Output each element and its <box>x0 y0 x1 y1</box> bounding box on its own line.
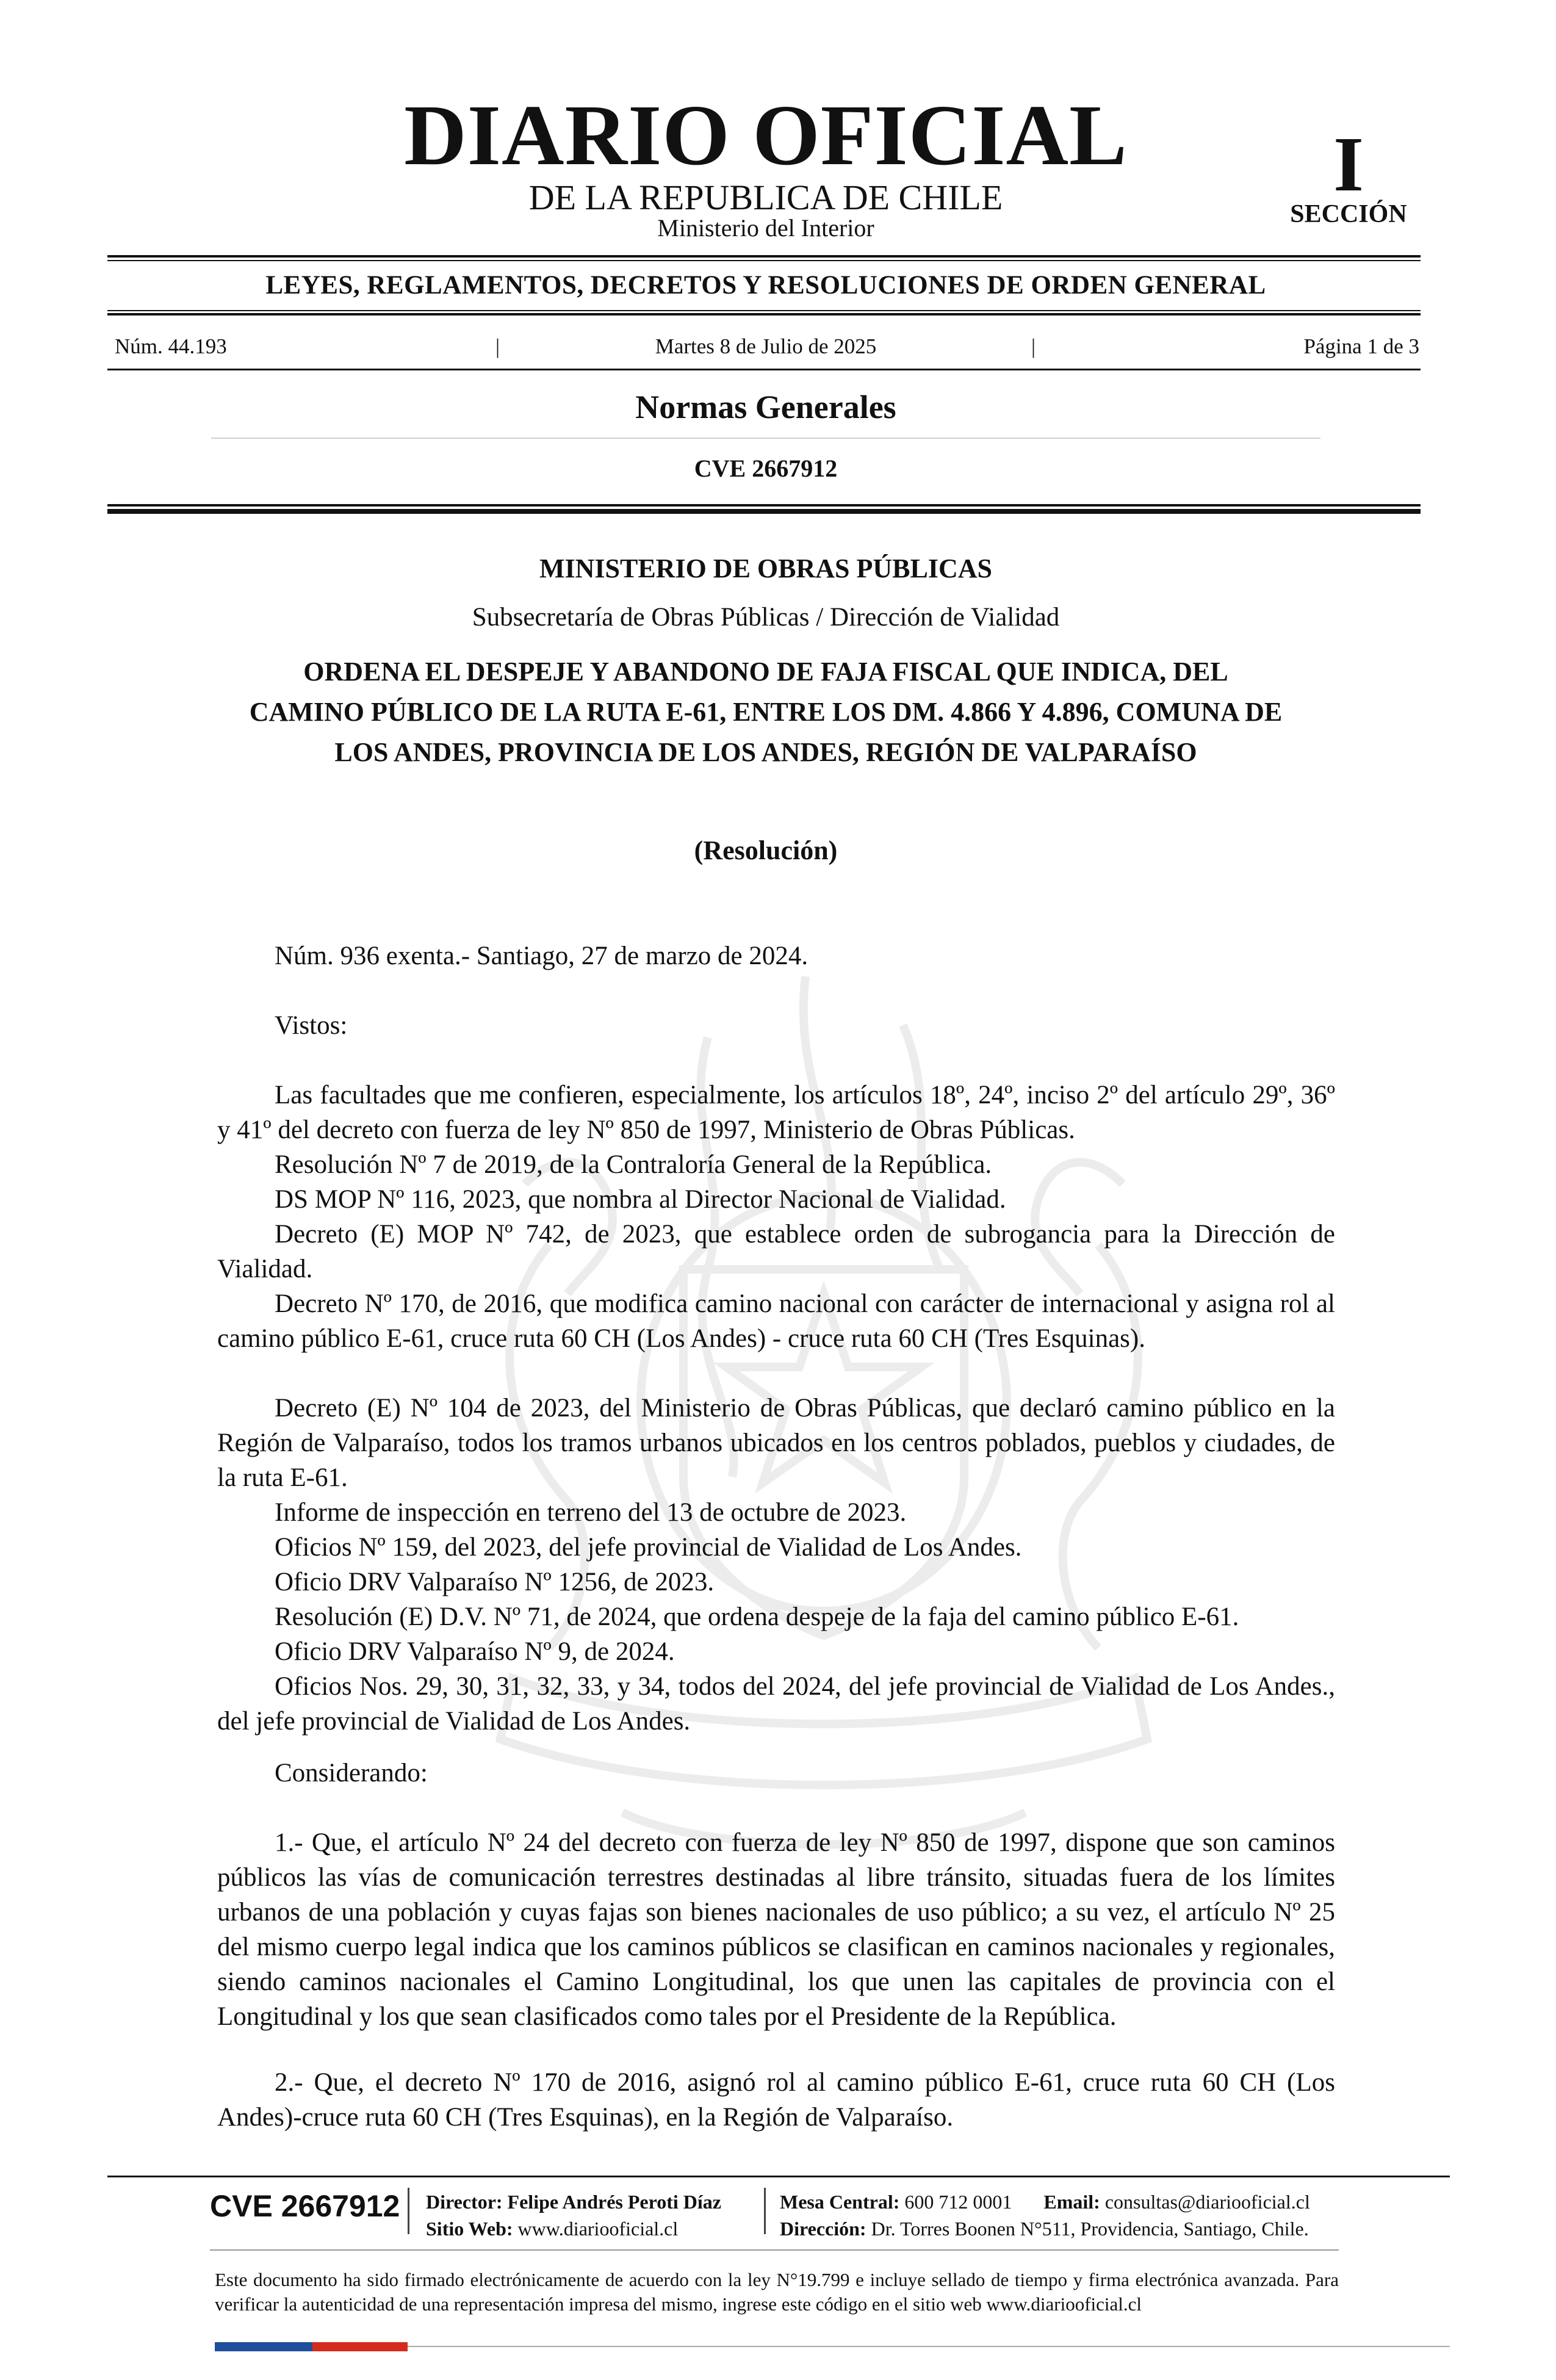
vistos-item: Decreto Nº 170, de 2016, que modifica camino nacional con carácter de internacional y asigna rol al camino público E-61, cruce ruta 60 CH (Los Andes) - cruce ruta 60 CH (Tres Esquinas). <box>217 1289 1335 1353</box>
ministry-name: MINISTERIO DE OBRAS PÚBLICAS <box>539 554 993 583</box>
section-label: SECCIÓN <box>1290 200 1407 228</box>
issue-separator: | <box>1031 334 1036 358</box>
vistos-item: Oficios Nº 159, del 2023, del jefe provincial de Vialidad de Los Andes. <box>275 1533 1022 1562</box>
footer-rule <box>107 2176 1450 2177</box>
footer-contact <box>780 2192 1310 2212</box>
footer-phone: 600 712 0001 <box>904 2191 1012 2213</box>
footer-phone-label: Mesa Central: <box>780 2191 900 2213</box>
footer-divider <box>408 2188 409 2234</box>
footer-director <box>426 2192 721 2212</box>
masthead-rule-top-thin <box>107 260 1421 261</box>
considerando-item: 2.- Que, el decreto Nº 170 de 2016, asignó rol al camino público E-61, cruce ruta 60 CH (Los Andes)-cruce ruta 60 CH (Tres Esquinas), en la Región de Valparaíso. <box>217 2068 1335 2132</box>
footer-website-link[interactable]: www.diariooficial.cl <box>517 2218 679 2240</box>
footer-address-text: Dr. Torres Boonen N°511, Providencia, Santiago, Chile. <box>871 2218 1309 2240</box>
vistos-item: DS MOP Nº 116, 2023, que nombra al Director Nacional de Vialidad. <box>275 1185 1006 1214</box>
footer-email-link[interactable]: consultas@diariooficial.cl <box>1104 2191 1310 2213</box>
masthead-subtitle: DE LA REPUBLICA DE CHILE <box>528 178 1003 217</box>
document-title <box>153 652 1379 773</box>
issue-date: Martes 8 de Julio de 2025 <box>655 334 877 358</box>
footer-divider-horizontal <box>210 2249 1339 2251</box>
vistos-item: Resolución (E) D.V. Nº 71, de 2024, que ordena despeje de la faja del camino público E-61. <box>275 1603 1239 1631</box>
vistos-item: Decreto (E) MOP Nº 742, de 2023, que establece orden de subrogancia para la Dirección de Vialidad. <box>217 1220 1335 1283</box>
footer-director-name: Felipe Andrés Peroti Díaz <box>507 2191 721 2213</box>
section-numeral: I <box>1333 121 1364 207</box>
issue-page: Página 1 de 3 <box>1303 334 1419 358</box>
issue-number: Núm. 44.193 <box>115 334 227 358</box>
footer-website-label: Sitio Web: <box>426 2218 513 2240</box>
vistos-item: Oficio DRV Valparaíso Nº 9, de 2024. <box>275 1637 675 1666</box>
footer-cve: CVE 2667912 <box>210 2189 400 2223</box>
vistos-item: Oficio DRV Valparaíso Nº 1256, de 2023. <box>275 1568 715 1596</box>
band-rule-bottom-thin <box>107 310 1421 311</box>
cve-rule <box>107 504 1421 507</box>
vistos-item: Informe de inspección en terreno del 13 de octubre de 2023. <box>275 1498 907 1527</box>
vistos-label: Vistos: <box>275 1011 348 1040</box>
footer-note: Este documento ha sido firmado electrónicamente de acuerdo con la ley N°19.799 e incluye sellado de tiempo y firma electrónica avanzada. Para verificar la autenticidad de una representación impresa del mismo, ingrese este código en el sitio web www.diariooficial.cl <box>215 2269 1339 2315</box>
masthead-ministry: Ministerio del Interior <box>657 214 874 242</box>
subsecretaria: Subsecretaría de Obras Públicas / Dirección de Vialidad <box>472 603 1060 632</box>
vistos-item: Oficios Nos. 29, 30, 31, 32, 33, y 34, todos del 2024, del jefe provincial de Vialidad de Los Andes., del jefe provincial de Vialidad de Los Andes. <box>217 1672 1335 1736</box>
footer-bottom-rule <box>408 2346 1450 2347</box>
issue-separator: | <box>495 334 500 358</box>
footer-divider <box>764 2188 766 2234</box>
vistos-item: Decreto (E) Nº 104 de 2023, del Ministerio de Obras Públicas, que declaró camino público en la Región de Valparaíso, todos los tramos urbanos ubicados en los centros poblados, pueblos y ciudades, de la ruta E-61. <box>217 1394 1335 1492</box>
band-rule-bottom <box>107 313 1421 316</box>
document-title-line: ORDENA EL DESPEJE Y ABANDONO DE FAJA FISCAL QUE INDICA, DEL <box>303 657 1228 687</box>
section-heading: Normas Generales <box>635 389 896 425</box>
section-divider <box>211 438 1320 439</box>
issue-rule <box>107 369 1421 370</box>
considerando-label: Considerando: <box>275 1759 428 1787</box>
band-title: LEYES, REGLAMENTOS, DECRETOS Y RESOLUCIONES DE ORDEN GENERAL <box>265 271 1266 300</box>
document-type: (Resolución) <box>694 835 838 865</box>
footer-address <box>780 2219 1309 2238</box>
footer-address-label: Dirección: <box>780 2218 866 2240</box>
footer-website <box>426 2219 678 2238</box>
cve-rule-thick <box>107 509 1421 514</box>
footer-email-label: Email: <box>1043 2191 1100 2213</box>
vistos-item: Resolución Nº 7 de 2019, de la Contraloría General de la República. <box>275 1150 992 1179</box>
cve-heading: CVE 2667912 <box>694 455 838 482</box>
document-title-line: LOS ANDES, PROVINCIA DE LOS ANDES, REGIÓN DE VALPARAÍSO <box>334 737 1197 767</box>
masthead-title: DIARIO OFICIAL <box>404 87 1128 183</box>
masthead-rule-top <box>107 255 1421 258</box>
flag-stripe-blue <box>215 2342 312 2351</box>
resolution-number: Núm. 936 exenta.- Santiago, 27 de marzo de 2024. <box>275 942 809 970</box>
considerando-item: 1.- Que, el artículo Nº 24 del decreto con fuerza de ley Nº 850 de 1997, dispone que son caminos públicos las vías de comunicación terrestres destinadas al libre tránsito, situadas fuera de los límites urbanos de una población y cuyas fajas son bienes nacionales de uso público; a su vez, el artículo Nº 25 del mismo cuerpo legal indica que los caminos públicos se clasifican en caminos nacionales y regionales, siendo caminos nacionales el Camino Longitudinal, los que unen las capitales de provincia con el Longitudinal y los que sean clasificados como tales por el Presidente de la República. <box>217 1828 1335 2031</box>
document-title-line: CAMINO PÚBLICO DE LA RUTA E-61, ENTRE LOS DM. 4.866 Y 4.896, COMUNA DE <box>249 697 1283 727</box>
vistos-item: Las facultades que me confieren, especialmente, los artículos 18º, 24º, inciso 2º del artículo 29º, 36º y 41º del decreto con fuerza de ley Nº 850 de 1997, Ministerio de Obras Públicas. <box>217 1081 1335 1144</box>
flag-stripe-red <box>312 2342 408 2351</box>
footer-director-label: Director: <box>426 2191 503 2213</box>
